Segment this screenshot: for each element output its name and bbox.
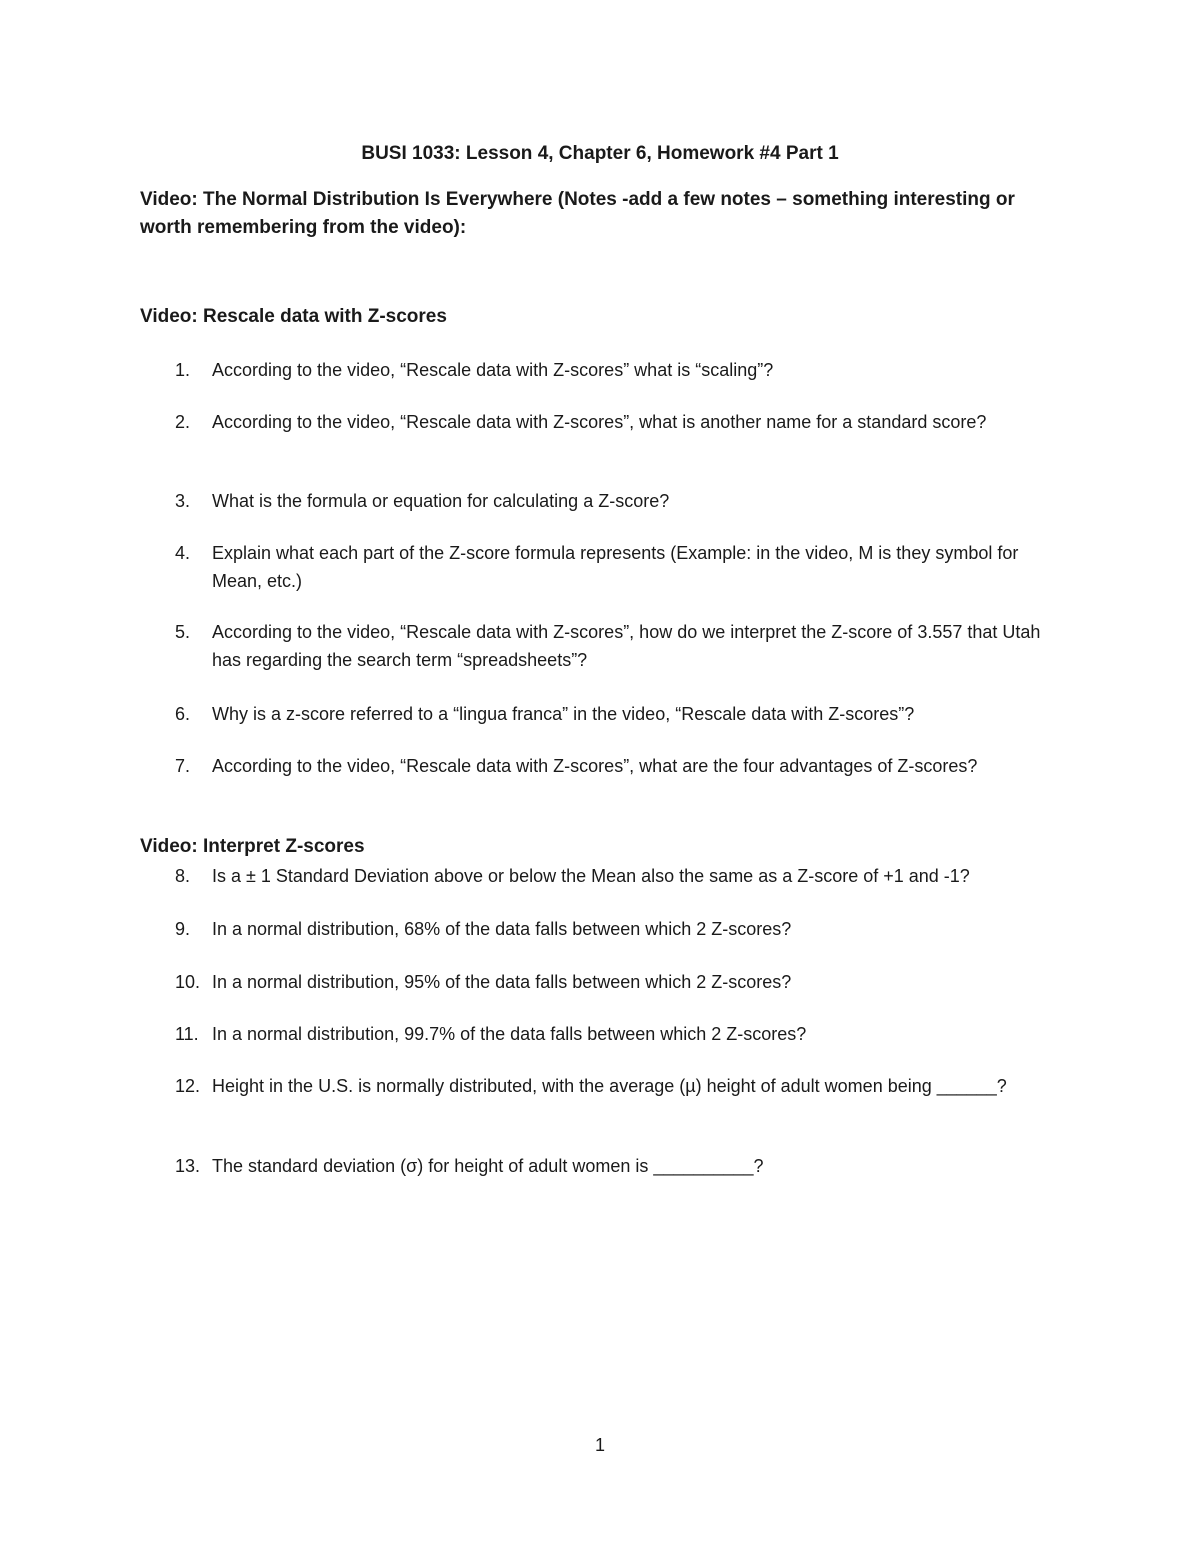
- question-number: 12.: [175, 1076, 201, 1096]
- question-number: 4.: [175, 543, 191, 563]
- question-number: 5.: [175, 622, 191, 642]
- question-text: What is the formula or equation for calculating a Z-score?: [212, 491, 670, 511]
- question-number: 11.: [175, 1024, 199, 1044]
- question-4: [140, 539, 1060, 595]
- question-6: [140, 700, 1060, 728]
- question-1: [140, 356, 1060, 384]
- page-number: 1: [594, 1435, 605, 1455]
- question-text: According to the video, “Rescale data with Z-scores”, how do we interpret the Z-score of 3.557 that Utah has regarding the search term “spreadsheets”?: [212, 622, 1041, 670]
- question-3: [140, 487, 1060, 515]
- question-number: 8.: [175, 866, 191, 886]
- question-text: In a normal distribution, 95% of the data falls between which 2 Z-scores?: [212, 972, 792, 992]
- question-number: 13.: [175, 1156, 201, 1176]
- document-title: BUSI 1033: Lesson 4, Chapter 6, Homework #4 Part 1: [361, 143, 839, 164]
- question-number: 1.: [175, 360, 191, 380]
- question-text: Is a ± 1 Standard Deviation above or below the Mean also the same as a Z-score of +1 and -1?: [212, 866, 970, 886]
- question-text: The standard deviation (σ) for height of adult women is __________?: [212, 1156, 764, 1176]
- question-number: 3.: [175, 491, 191, 511]
- question-number: 7.: [175, 756, 191, 776]
- question-number: 6.: [175, 704, 191, 724]
- section-heading-normal-distribution: Video: The Normal Distribution Is Everywhere (Notes -add a few notes – something interesting or worth remembering from the video):: [140, 189, 1015, 238]
- question-2: [140, 408, 1060, 436]
- question-12: [140, 1072, 1060, 1100]
- question-number: 9.: [175, 919, 191, 939]
- section-heading-interpret-z-scores: Video: Interpret Z-scores: [140, 836, 365, 857]
- question-7: [140, 752, 1060, 780]
- question-8: [140, 862, 1060, 890]
- section-heading-rescale-z-scores: Video: Rescale data with Z-scores: [140, 306, 447, 327]
- question-number: 2.: [175, 412, 191, 432]
- question-text: Why is a z-score referred to a “lingua franca” in the video, “Rescale data with Z-scores”?: [212, 704, 915, 724]
- question-text: According to the video, “Rescale data with Z-scores”, what are the four advantages of Z-scores?: [212, 756, 978, 776]
- question-text: In a normal distribution, 68% of the data falls between which 2 Z-scores?: [212, 919, 792, 939]
- question-5: [140, 618, 1060, 674]
- question-text: Height in the U.S. is normally distributed, with the average (µ) height of adult women being ______?: [212, 1076, 1007, 1096]
- question-number: 10.: [175, 972, 201, 992]
- question-10: [140, 968, 1060, 996]
- question-11: [140, 1020, 1060, 1048]
- question-text: According to the video, “Rescale data with Z-scores” what is “scaling”?: [212, 360, 774, 380]
- question-text: In a normal distribution, 99.7% of the data falls between which 2 Z-scores?: [212, 1024, 807, 1044]
- question-9: [140, 915, 1060, 943]
- question-text: According to the video, “Rescale data with Z-scores”, what is another name for a standard score?: [212, 412, 987, 432]
- question-text: Explain what each part of the Z-score formula represents (Example: in the video, M is they symbol for Mean, etc.): [212, 543, 1019, 591]
- question-13: [140, 1152, 1060, 1180]
